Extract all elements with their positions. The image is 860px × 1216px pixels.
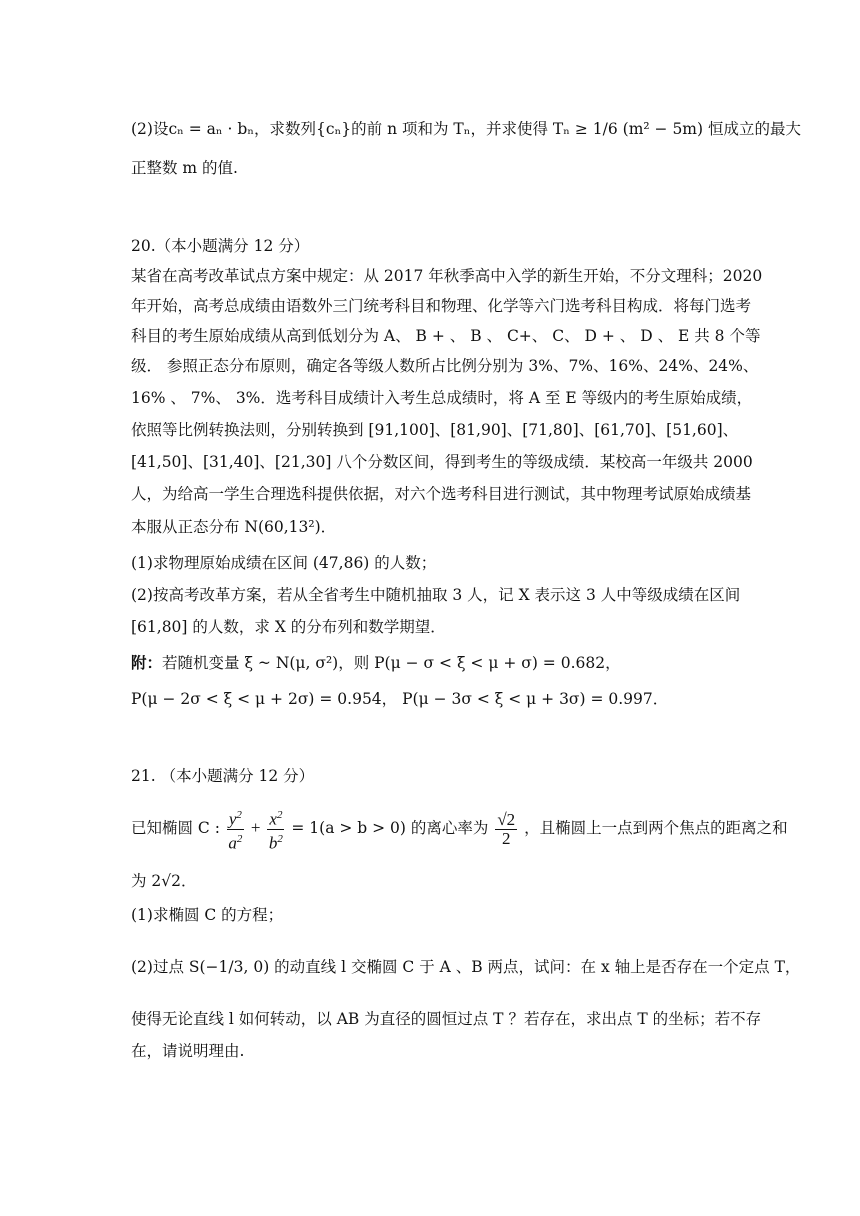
q20-note-label: 附： <box>131 653 163 672</box>
q20-subquestion-2-cont: [61,80] 的人数，求 X 的分布列和数学期望． <box>131 618 446 636</box>
q20-paragraph-line: 某省在高考改革试点方案中规定：从 2017 年秋季高中入学的新生开始，不分文理科；2020 <box>131 267 763 285</box>
q20-paragraph-line: 级． 参照正态分布原则，确定各等级人数所占比例分别为 3%、7%、16%、24%、24%、 <box>131 357 759 375</box>
q19-part2-line1: (2)设cₙ = aₙ · bₙ，求数列{cₙ}的前 n 项和为 Tₙ，并求使得 Tₙ ≥ 1/6 (m² − 5m) 恒成立的最大 <box>131 120 801 138</box>
q20-header: 20.（本小题满分 12 分） <box>131 237 310 255</box>
x2-over-b2-fraction: $\frac{x^2}{b^2}$ <box>267 806 284 852</box>
q21-subquestion-2: (2)过点 S(−1/3, 0) 的动直线 l 交椭圆 C 于 A 、B 两点，试问：在 x 轴上是否存在一个定点 T， <box>131 958 801 976</box>
q21-ellipse-tail: ，且椭圆上一点到两个焦点的距离之和 <box>524 819 788 838</box>
q20-paragraph-line: 年开始，高考总成绩由语数外三门统考科目和物理、化学等六门选考科目构成．将每门选考 <box>131 297 752 315</box>
q20-paragraph-line: 16% 、 7%、 3%．选考科目成绩计入考生总成绩时，将 A 至 E 等级内的考生原始成绩， <box>131 389 753 407</box>
q20-paragraph-line: 人，为给高一学生合理选科提供依据，对六个选考科目进行测试，其中物理考试原始成绩基 <box>131 485 752 503</box>
q21-ellipse-condition: = 1(a > b > 0) 的离心率为 <box>291 819 489 838</box>
q20-note-line1 <box>131 652 621 674</box>
q19-part2-line2: 正整数 m 的值. <box>131 159 238 177</box>
q21-subquestion-1: (1)求椭圆 C 的方程； <box>131 906 284 924</box>
q21-header: 21. （本小题满分 12 分） <box>131 767 315 785</box>
q21-paragraph-line2: 为 2√2． <box>131 872 197 890</box>
q20-paragraph-line: [41,50]、[31,40]、[21,30] 八个分数区间，得到考生的等级成绩．某校高一年级共 2000 <box>131 453 753 471</box>
sqrt2-over-2-fraction: $\frac{√2}{2}$ <box>497 809 516 848</box>
q20-note-text: 若随机变量 ξ ~ N(μ, σ²)，则 P(μ − σ < ξ < μ + σ) = 0.682， <box>162 654 621 672</box>
q21-ellipse-intro: 已知椭圆 C : <box>131 819 225 838</box>
q20-paragraph-line: 依照等比例转换法则，分别转换到 [91,100]、[81,90]、[71,80]、[61,70]、[51,60]、 <box>131 421 739 439</box>
q20-subquestion-1: (1)求物理原始成绩在区间 (47,86) 的人数； <box>131 554 437 572</box>
q20-paragraph-line: 本服从正态分布 N(60,13²)． <box>131 518 337 536</box>
q21-subquestion-2-cont: 使得无论直线 l 如何转动，以 AB 为直径的圆恒过点 T ？若存在，求出点 T 的坐标；若不存 <box>131 1010 762 1028</box>
q21-paragraph-line1: 已知椭圆 C : $\frac{y^2}{a^2}$ + $\frac{x^2}{b^2}$ = 1(a > b > 0) 的离心率为 $\frac{√2}{2}$ ，且椭圆上一点到两个焦点的距离之和 <box>131 806 788 852</box>
q20-paragraph-line: 科目的考生原始成绩从高到低划分为 A、 B + 、 B 、 C+、 C、 D + 、 D 、 E 共 8 个等 <box>131 327 761 345</box>
y2-over-a2-fraction: $\frac{y^2}{a^2}$ <box>227 806 244 852</box>
q20-subquestion-2: (2)按高考改革方案，若从全省考生中随机抽取 3 人，记 X 表示这 3 人中等级成绩在区间 <box>131 586 741 604</box>
q21-subquestion-2-end: 在，请说明理由. <box>131 1042 245 1060</box>
q20-note-line2: P(μ − 2σ < ξ < μ + 2σ) = 0.954， P(μ − 3σ < ξ < μ + 3σ) = 0.997． <box>131 690 669 708</box>
